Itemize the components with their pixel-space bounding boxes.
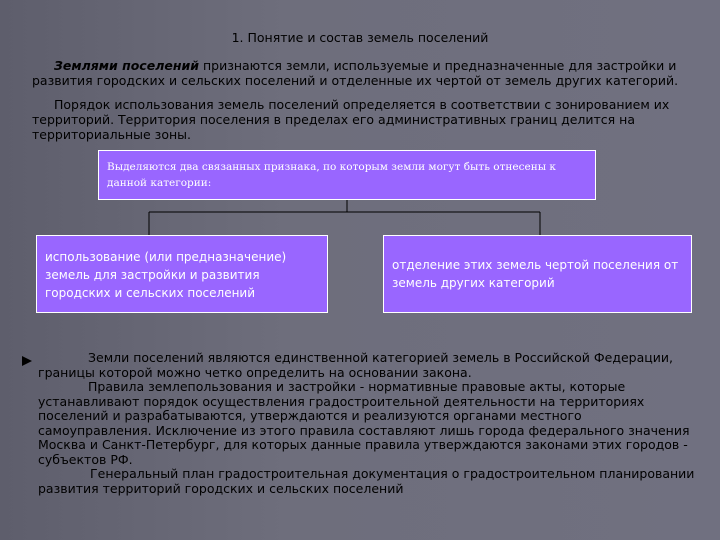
diagram-top-box: Выделяются два связанных признака, по которым земли могут быть отнесены к данной категории: (98, 150, 596, 200)
bottom-paragraph-2: Правила землепользования и застройки - нормативные правовые акты, которые устанавливают порядок осуществления градостроительной деятельности на территориях поселений и разрабатываются, утверждаются и реализуются органами местного самоуправления. Исключение из этого правила составляют лишь города федерального значения Москва и Санкт-Петербург, для которых данные правила утверждаются законами этих городов - субъектов РФ. (38, 379, 690, 467)
zoning-paragraph: Порядок использования земель поселений определяется в соответствии с зонированием их территорий. Территория поселения в пределах его административных границ делится на территориальные зоны. (32, 97, 670, 142)
bullet-arrow-icon (22, 356, 32, 366)
intro-text: признаются земли, используемые и предназначенные для застройки и развития городских и сельских поселений и отделенные их чертой от земель других категорий. (32, 58, 679, 88)
slide-title: 1. Понятие и состав земель поселений (231, 30, 489, 45)
bottom-paragraph-1: Земли поселений являются единственной категорией земель в Российской Федерации, границы которой можно четко определить на основании закона. (38, 350, 673, 380)
intro-lead: Землями поселений (54, 58, 199, 73)
diagram-right-box: отделение этих земель чертой поселения от земель других категорий (383, 235, 692, 313)
bottom-paragraph-3: Генеральный план градостроительная документация о градостроительном планировании развития территорий городских и сельских поселений (38, 466, 695, 496)
diagram-left-box: использование (или предназначение) земель для застройки и развития городских и сельских поселений (36, 235, 328, 313)
bottom-text (38, 351, 698, 496)
